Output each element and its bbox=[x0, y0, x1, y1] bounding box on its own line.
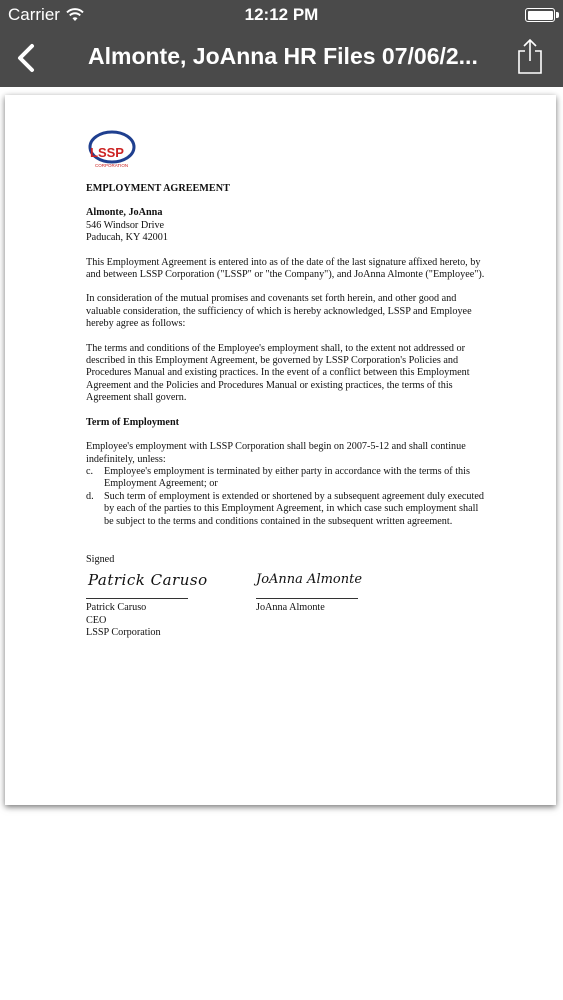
status-bar bbox=[0, 0, 563, 30]
conditions-list bbox=[86, 466, 486, 528]
signer-1-company: LSSP Corporation bbox=[86, 627, 161, 639]
chevron-left-icon bbox=[12, 42, 42, 74]
address-line-2: Paducah, KY 42001 bbox=[86, 232, 168, 244]
document-page[interactable] bbox=[5, 95, 556, 805]
list-item bbox=[86, 466, 486, 491]
address-line-1: 546 Windsor Drive bbox=[86, 219, 165, 231]
list-item-text: Employee's employment is terminated by either party in accordance with the terms of this Employment Agreement; or bbox=[104, 465, 470, 490]
paragraph-1: This Employment Agreement is entered into as of the date of the last signature affixed hereto, by and between LSSP Corporation ("LSSP" or "the Company"), and JoAnna Almonte ("Employee"). bbox=[86, 256, 485, 281]
clock: 12:12 PM bbox=[244, 5, 319, 24]
signer-block bbox=[86, 602, 486, 642]
paragraph-3: The terms and conditions of the Employee's employment shall, to the extent not addressed or described in this Employment Agreement, be governed by LSSP Corporation's Policies and Procedures Manual and existing practices. In the event of a conflict between this Employment Agreement and the Policies and Procedures Manual or existing practices, the terms of this Agreement shall govern. bbox=[86, 342, 470, 404]
signer-1-name: Patrick Caruso bbox=[86, 602, 147, 614]
company-logo bbox=[87, 127, 137, 173]
carrier-label: Carrier bbox=[8, 5, 60, 24]
paragraph-4: Employee's employment with LSSP Corporation shall begin on 2007-5-12 and shall continue indefinitely, unless: bbox=[86, 441, 466, 465]
employee-address-block bbox=[86, 207, 486, 244]
signer-2 bbox=[256, 602, 325, 614]
signed-label: Signed bbox=[86, 553, 115, 565]
battery-icon bbox=[525, 8, 555, 22]
back-button[interactable] bbox=[12, 42, 42, 74]
list-marker: c. bbox=[86, 465, 94, 477]
svg-text:CORPORATION: CORPORATION bbox=[95, 163, 129, 168]
signature-line bbox=[256, 598, 358, 599]
signature-line bbox=[86, 598, 188, 599]
document-heading: EMPLOYMENT AGREEMENT bbox=[86, 183, 230, 194]
list-item bbox=[86, 491, 486, 528]
signature-patrick: Patrick Caruso bbox=[88, 571, 208, 590]
employee-name: Almonte, JoAnna bbox=[86, 207, 163, 219]
share-button[interactable] bbox=[515, 37, 545, 75]
nav-bar bbox=[0, 30, 563, 87]
signer-1-title: CEO bbox=[86, 614, 107, 626]
list-marker: d. bbox=[86, 490, 94, 502]
section-title: Term of Employment bbox=[86, 416, 179, 428]
list-item-text: Such term of employment is extended or shortened by a subsequent agreement duly executed by each of the parties to this Employment Agreement, in which case such employment shall be subject to the terms and conditions contained in the subsequent written agreement. bbox=[104, 490, 484, 527]
signer-2-name: JoAnna Almonte bbox=[256, 602, 325, 614]
share-icon bbox=[515, 37, 545, 75]
paragraph-2: In consideration of the mutual promises and covenants set forth herein, and other good and valuable consideration, the sufficiency of which is hereby acknowledged, LSSP and Employee hereby agree as follows: bbox=[86, 293, 472, 330]
document-content bbox=[86, 127, 486, 642]
signer-1 bbox=[86, 602, 161, 639]
page-title: Almonte, JoAnna HR Files 07/06/2... bbox=[88, 43, 478, 69]
signature-joanna: JoAnna Almonte bbox=[256, 572, 363, 588]
svg-text:LSSP: LSSP bbox=[90, 145, 124, 160]
